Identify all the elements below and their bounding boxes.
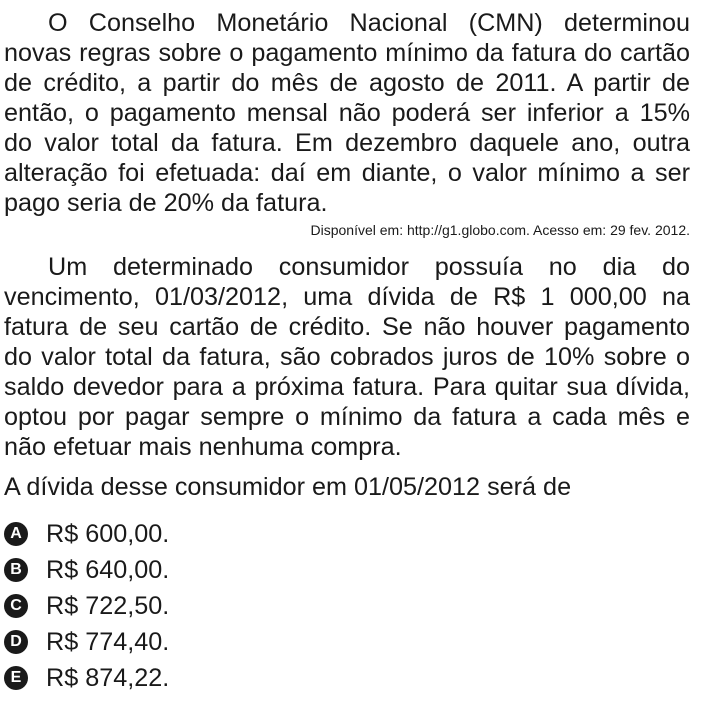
option-a[interactable] <box>4 516 690 552</box>
context-paragraph-2: Um determinado consumidor possuía no dia do vencimento, 01/03/2012, uma dívida de R$ 1 000,00 na fatura de seu cartão de crédito. Se não houver pagamento do valor total da fatura, são cobrados juros de 10% sobre o saldo devedor para a próxima fatura. Para quitar sua dívida, optou por pagar sempre o mínimo da fatura a cada mês e não efetuar mais nenhuma compra. <box>4 253 690 461</box>
option-text-a: R$ 600,00. <box>46 519 170 548</box>
option-e[interactable] <box>4 660 690 696</box>
option-letter-a-icon: A <box>4 522 28 546</box>
option-c[interactable] <box>4 588 690 624</box>
option-text-c: R$ 722,50. <box>46 591 170 620</box>
option-letter-b-icon: B <box>4 558 28 582</box>
question-prompt: A dívida desse consumidor em 01/05/2012 será de <box>4 473 572 501</box>
option-text-e: R$ 874,22. <box>46 663 170 692</box>
option-letter-c-icon: C <box>4 594 28 618</box>
option-b[interactable] <box>4 552 690 588</box>
source-citation: Disponível em: http://g1.globo.com. Acesso em: 29 fev. 2012. <box>310 222 690 238</box>
answer-options <box>4 516 690 696</box>
question-page <box>4 8 690 696</box>
context-paragraph-1: O Conselho Monetário Nacional (CMN) determinou novas regras sobre o pagamento mínimo da fatura do cartão de crédito, a partir do mês de agosto de 2011. A partir de então, o pagamento mensal não poderá ser inferior a 15% do valor total da fatura. Em dezembro daquele ano, outra alteração foi efetuada: daí em diante, o valor mínimo a ser pago seria de 20% da fatura. <box>4 9 690 217</box>
option-text-b: R$ 640,00. <box>46 555 170 584</box>
option-letter-e-icon: E <box>4 666 28 690</box>
option-letter-d-icon: D <box>4 630 28 654</box>
option-d[interactable] <box>4 624 690 660</box>
option-text-d: R$ 774,40. <box>46 627 170 656</box>
